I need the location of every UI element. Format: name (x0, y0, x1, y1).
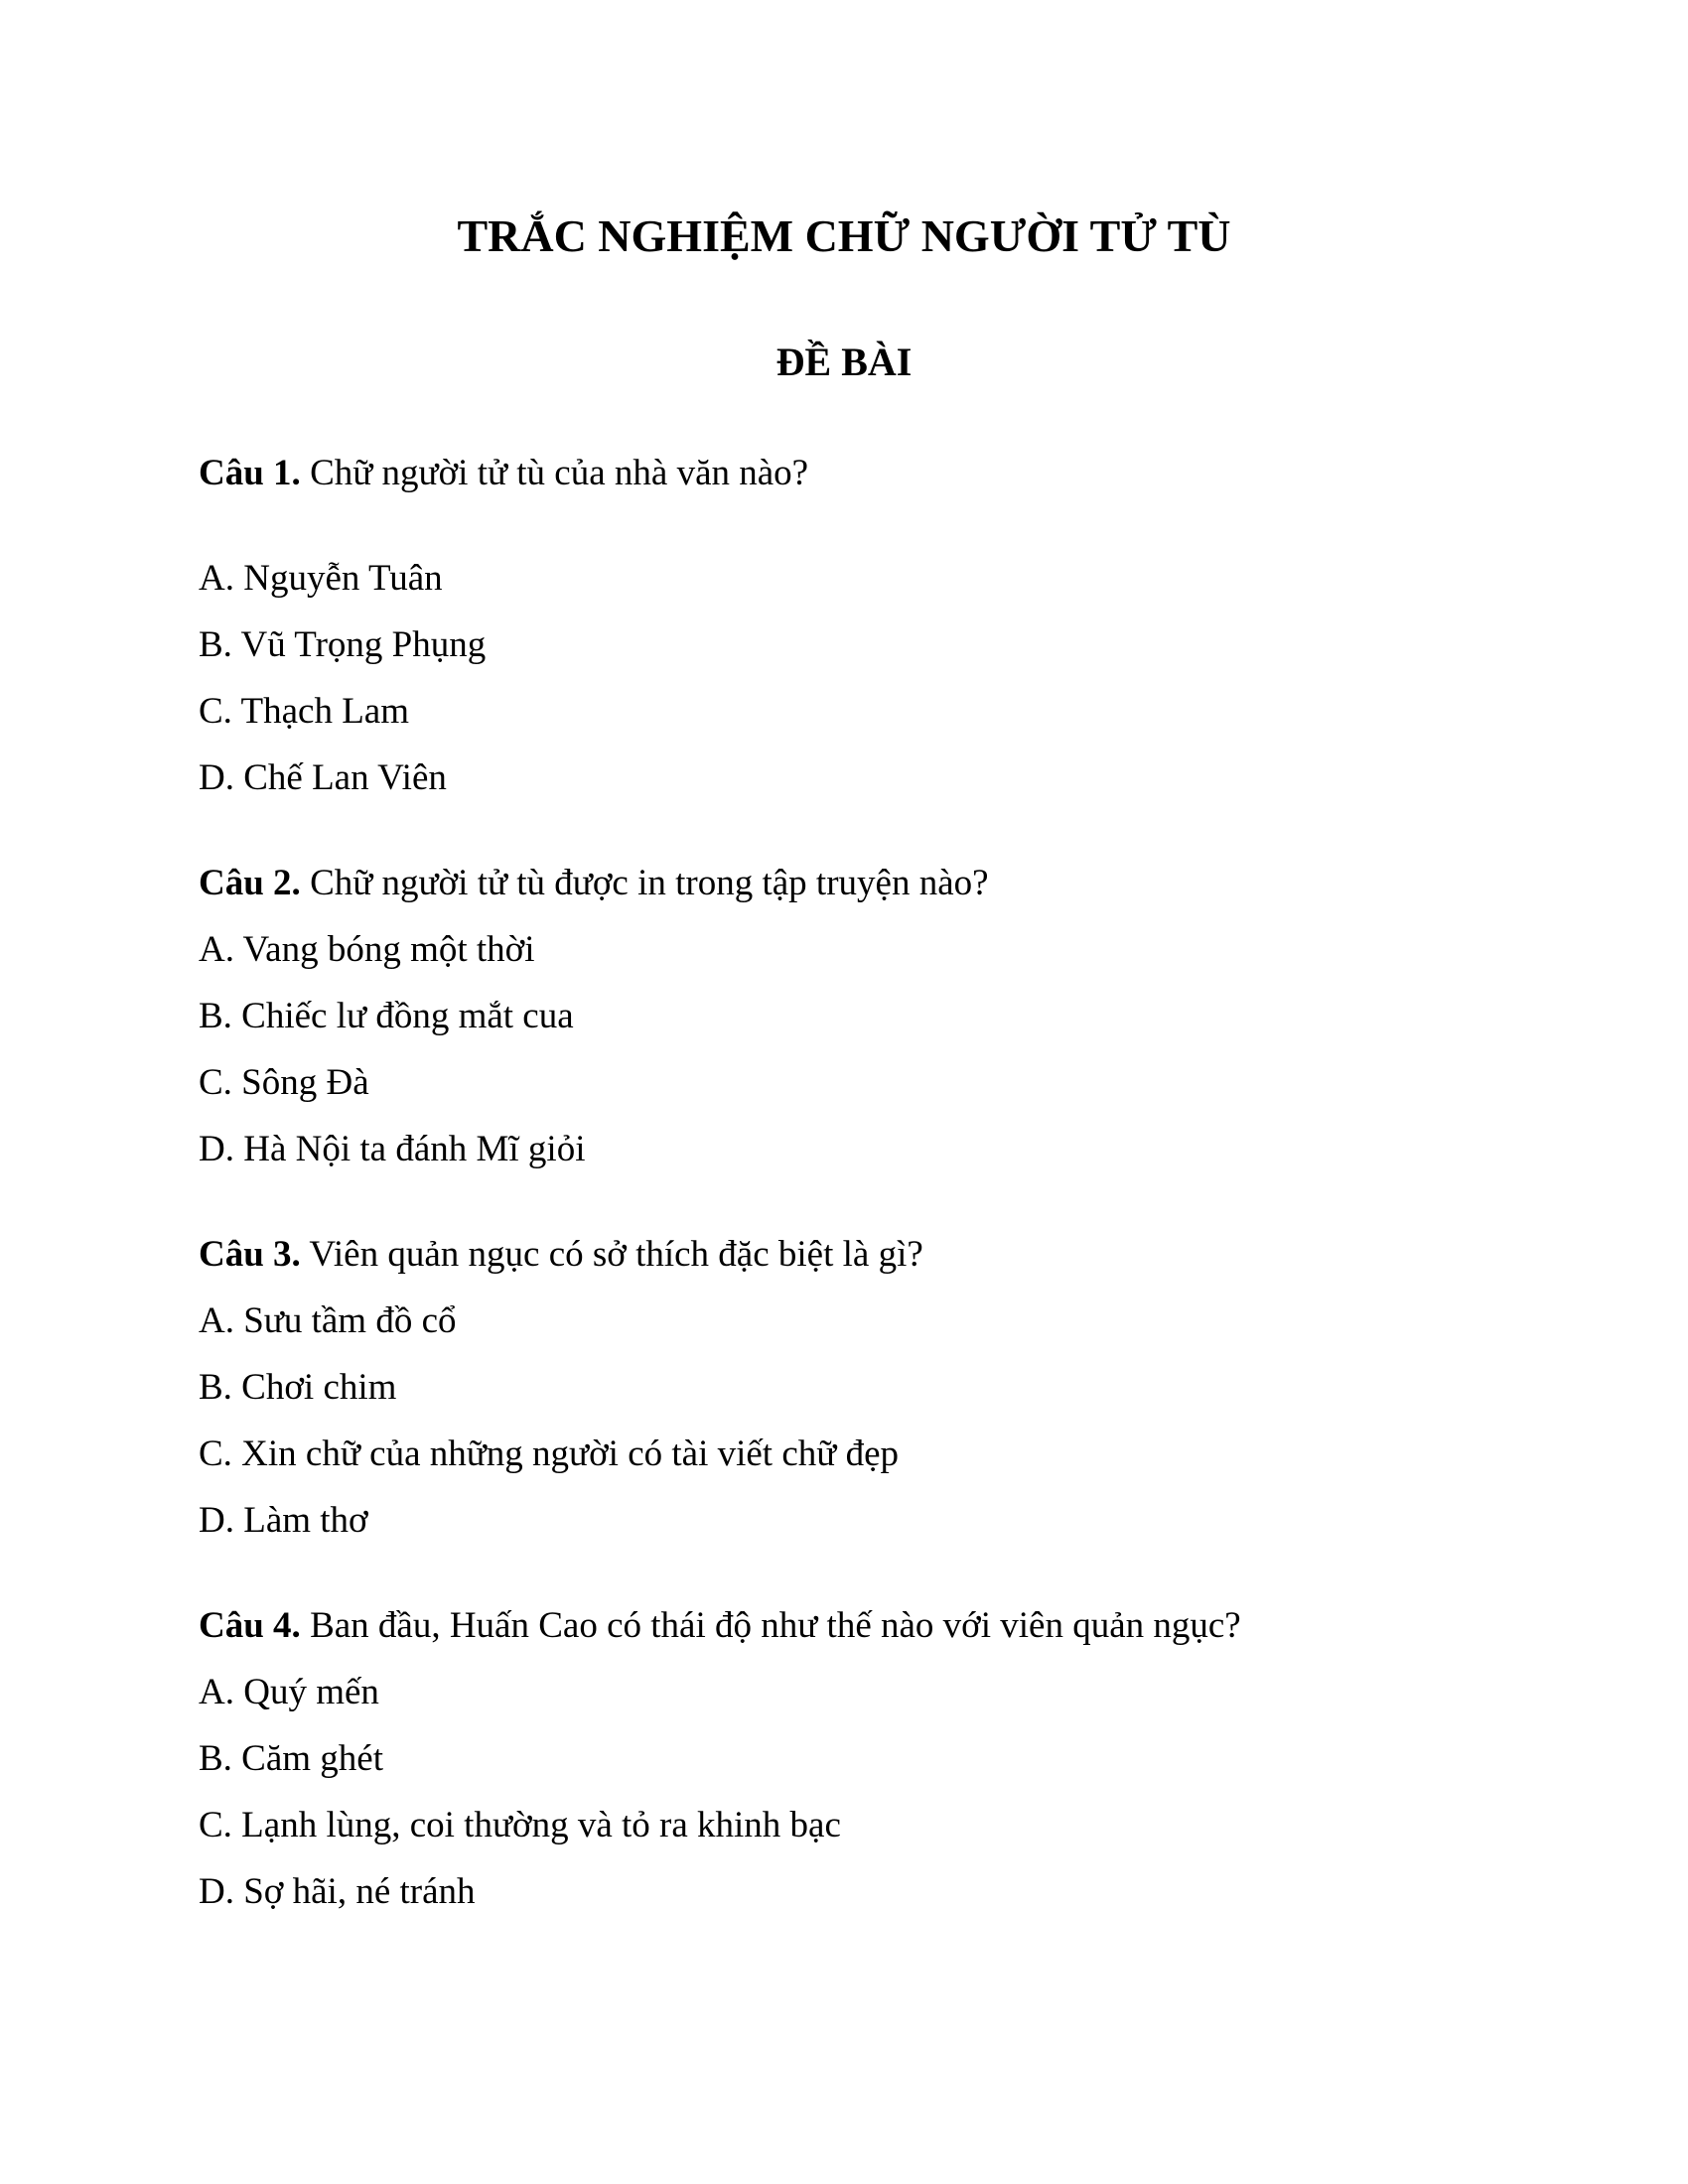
question-2-option-b: B. Chiếc lư đồng mắt cua (199, 996, 574, 1036)
question-4-option-b: B. Căm ghét (199, 1738, 384, 1779)
question-4-option-d: D. Sợ hãi, né tránh (199, 1871, 476, 1912)
question-text: Ban đầu, Huấn Cao có thái độ như thế nào với viên quản ngục? (300, 1605, 1241, 1646)
question-1-option-a: A. Nguyễn Tuân (199, 558, 443, 599)
question-3 (199, 1232, 1489, 1278)
question-2-option-a: A. Vang bóng một thời (199, 929, 535, 970)
question-3-option-a: A. Sưu tầm đồ cổ (199, 1300, 457, 1341)
question-1 (199, 451, 1489, 496)
question-2-option-d: D. Hà Nội ta đánh Mĩ giỏi (199, 1129, 586, 1169)
question-3-option-b: B. Chơi chim (199, 1367, 397, 1408)
question-label: Câu 4. (199, 1605, 301, 1646)
section-heading: ĐỀ BÀI (775, 340, 913, 384)
question-label: Câu 2. (199, 863, 301, 903)
question-text: Chữ người tử tù của nhà văn nào? (300, 453, 809, 493)
question-2-option-c: C. Sông Đà (199, 1062, 369, 1103)
question-text: Chữ người tử tù được in trong tập truyện nào? (300, 863, 989, 903)
question-text: Viên quản ngục có sở thích đặc biệt là gì? (300, 1234, 923, 1275)
question-4-option-a: A. Quý mến (199, 1672, 379, 1712)
question-1-option-d: D. Chế Lan Viên (199, 757, 447, 798)
question-label: Câu 1. (199, 453, 301, 493)
question-1-option-c: C. Thạch Lam (199, 691, 410, 732)
question-1-option-b: B. Vũ Trọng Phụng (199, 624, 487, 665)
question-4 (199, 1603, 1489, 1649)
document-title: TRẮC NGHIỆM CHỮ NGƯỜI TỬ TÙ (457, 210, 1231, 261)
question-4-option-c: C. Lạnh lùng, coi thường và tỏ ra khinh bạc (199, 1805, 841, 1845)
question-label: Câu 3. (199, 1234, 301, 1275)
question-3-option-d: D. Làm thơ (199, 1500, 368, 1541)
question-2 (199, 861, 1489, 906)
question-3-option-c: C. Xin chữ của những người có tài viết chữ đẹp (199, 1433, 899, 1474)
